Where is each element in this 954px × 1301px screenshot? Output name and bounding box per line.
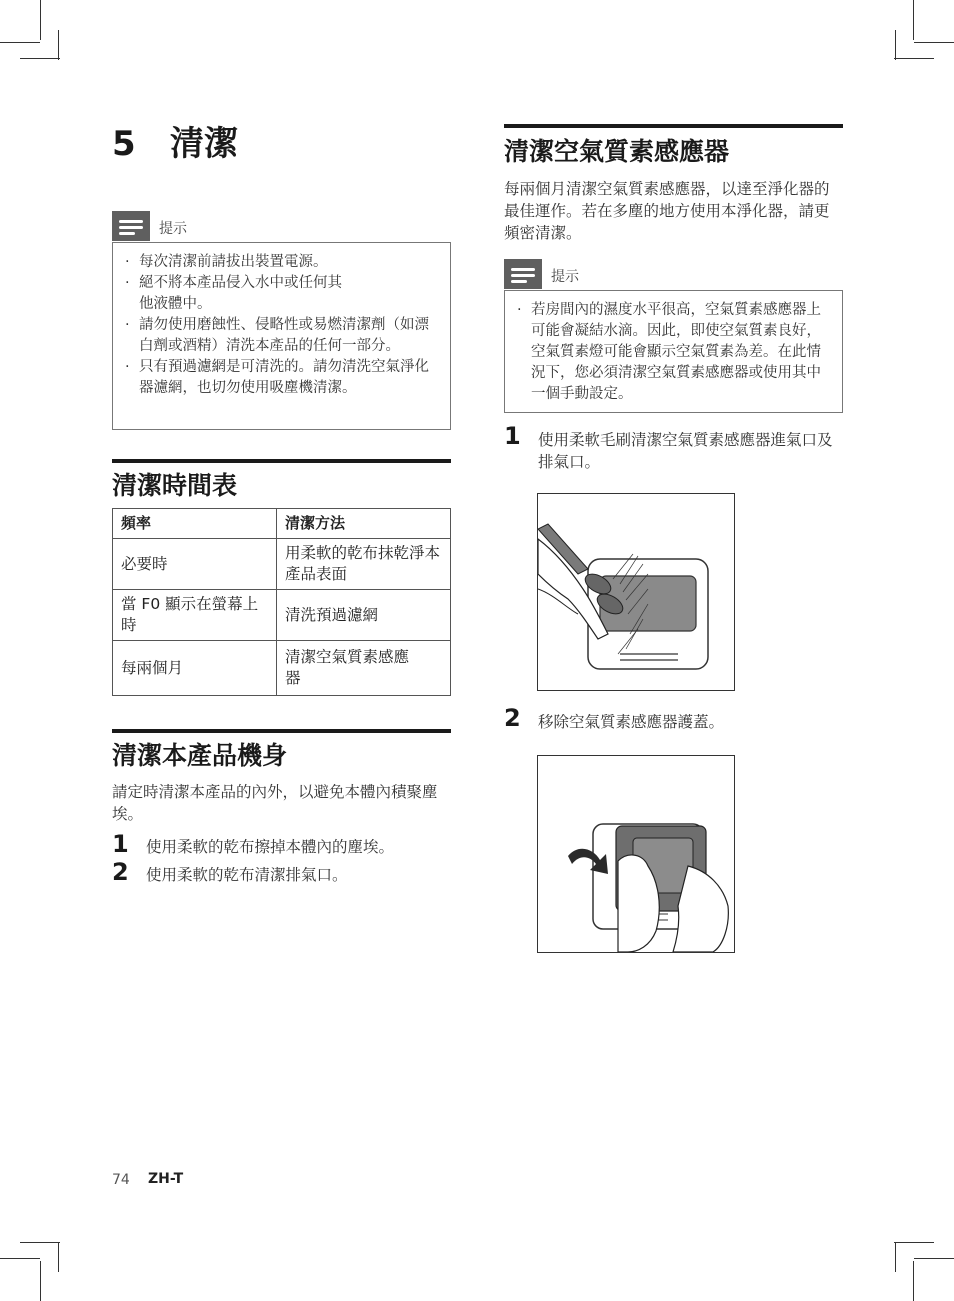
tip-box <box>504 290 843 413</box>
section-rule <box>504 124 843 128</box>
crop-mark <box>58 1242 59 1272</box>
chapter-heading <box>112 116 238 165</box>
table-header-row <box>113 509 451 539</box>
language-code: ZH-T <box>148 1171 184 1187</box>
table-cell: 清潔空氣質素感應器 <box>277 641 451 696</box>
chapter-title: 清潔 <box>170 124 238 164</box>
crop-mark <box>913 1261 914 1301</box>
section-rule <box>112 459 451 463</box>
step-number: 1 <box>504 422 521 450</box>
cleaning-schedule-table <box>112 508 451 696</box>
chapter-number: 5 <box>112 124 136 164</box>
step-text: 使用柔軟的乾布擦掉本體內的塵埃。 <box>146 838 395 856</box>
page-number: 74 <box>112 1172 130 1188</box>
table-cell: 用柔軟的乾布抹乾淨本產品表面 <box>277 539 451 590</box>
note-icon <box>112 211 150 241</box>
crop-mark <box>20 58 60 59</box>
step-text: 移除空氣質素感應器護蓋。 <box>538 713 725 731</box>
section-title-sensor: 清潔空氣質素感應器 <box>504 137 730 166</box>
crop-mark <box>40 0 41 40</box>
table-cell: 必要時 <box>113 539 277 590</box>
sensor-intro: 每兩個月清潔空氣質素感應器，以達至淨化器的最佳運作。若在多塵的地方使用本淨化器，請更頻密清潔。 <box>504 180 830 242</box>
step-text: 使用柔軟的乾布清潔排氣口。 <box>146 866 348 884</box>
table-cell: 每兩個月 <box>113 641 277 696</box>
crop-mark <box>40 1261 41 1301</box>
table-row <box>113 641 451 696</box>
step-number: 2 <box>112 858 129 886</box>
table-cell: 當 F0 顯示在螢幕上時 <box>113 590 277 641</box>
crop-mark <box>0 42 40 43</box>
step-number: 2 <box>504 704 521 732</box>
crop-mark <box>914 1258 954 1259</box>
tip-item: · 只有預過濾網是可清洗的。請勿清洗空氣淨化器濾網，也切勿使用吸塵機清潔。 <box>123 357 440 399</box>
table-row <box>113 539 451 590</box>
column-header: 清潔方法 <box>277 509 451 539</box>
crop-mark <box>58 30 59 60</box>
tip-item: · 每次清潔前請拔出裝置電源。 <box>123 252 440 273</box>
section-rule <box>112 729 451 733</box>
step-text: 使用柔軟毛刷清潔空氣質素感應器進氣口及排氣口。 <box>538 431 833 471</box>
section-title-schedule: 清潔時間表 <box>112 471 238 500</box>
crop-mark <box>895 1242 896 1272</box>
brush-illustration <box>538 494 734 690</box>
crop-mark <box>895 30 896 60</box>
table-row <box>113 590 451 641</box>
crop-mark <box>20 1242 60 1243</box>
tip-item: · 若房間內的濕度水平很高，空氣質素感應器上可能會凝結水滴。因此，即使空氣質素良好，空氣質素燈可能會顯示空氣質素為差。在此情況下，您必須清潔空氣質素感應器或使用其中一個手動設定。 <box>515 300 832 405</box>
crop-mark <box>894 58 934 59</box>
column-header: 頻率 <box>113 509 277 539</box>
body-intro: 請定時清潔本產品的內外，以避免本體內積聚塵埃。 <box>112 783 438 823</box>
tip-item: · 絕不將本產品侵入水中或任何其他液體中。 <box>123 273 440 315</box>
tip-label: 提示 <box>551 269 579 285</box>
step-number: 1 <box>112 830 129 858</box>
table-cell: 清洗預過濾網 <box>277 590 451 641</box>
tip-label: 提示 <box>159 221 187 237</box>
tip-item: · 請勿使用磨蝕性、侵略性或易燃清潔劑（如漂白劑或酒精）清洗本產品的任何一部分。 <box>123 315 440 357</box>
crop-mark <box>913 0 914 40</box>
crop-mark <box>0 1258 40 1259</box>
note-icon <box>504 259 542 289</box>
crop-mark <box>914 42 954 43</box>
figure-remove-cover <box>537 755 735 953</box>
crop-mark <box>894 1242 934 1243</box>
figure-brush-sensor <box>537 493 735 691</box>
section-title-body: 清潔本產品機身 <box>112 741 288 770</box>
tip-box <box>112 242 451 430</box>
cover-illustration <box>538 756 734 952</box>
